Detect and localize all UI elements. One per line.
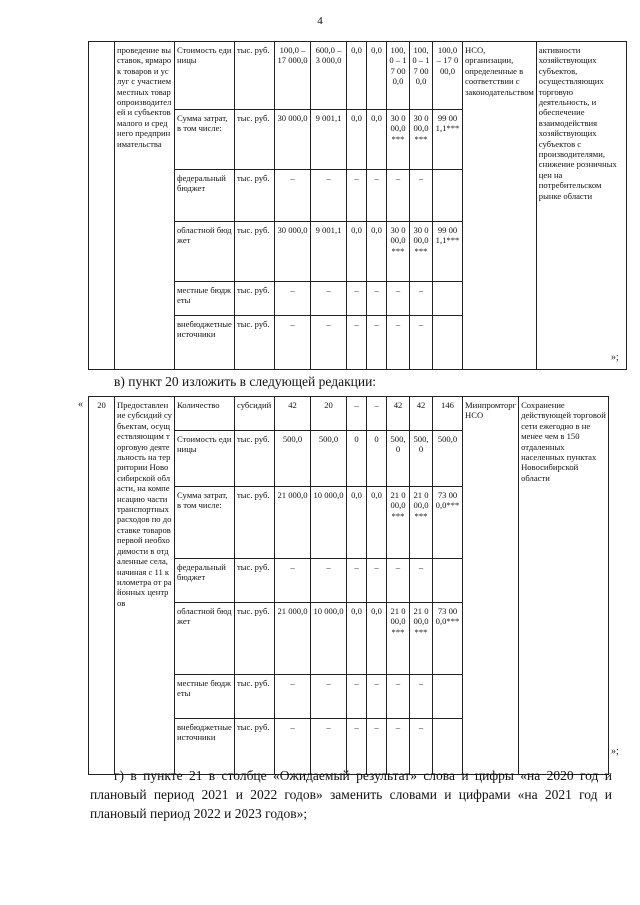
value-cell-4: – [367, 282, 387, 316]
closing-quote-2: »; [611, 746, 619, 757]
value-cell-6: 21 000,0*** [410, 487, 433, 559]
indicator-label-cell: местные бюджеты [175, 675, 235, 719]
indicator-label-cell: областной бюджет [175, 222, 235, 282]
value-cell-6: 42 [410, 397, 433, 431]
value-cell-2: 20 [311, 397, 347, 431]
value-cell-3: – [347, 316, 367, 370]
value-cell-2: 10 000,0 [311, 487, 347, 559]
value-cell-2: – [311, 719, 347, 775]
executor-cell: Минпромторг НСО [463, 397, 519, 775]
value-total-cell: 99 001,1*** [433, 222, 463, 282]
value-cell-2: 9 001,1 [311, 222, 347, 282]
value-cell-2: – [311, 316, 347, 370]
table-row [89, 397, 609, 431]
value-cell-5: – [387, 675, 410, 719]
value-total-cell: 73 000,0*** [433, 487, 463, 559]
value-cell-4: 0,0 [367, 603, 387, 675]
value-cell-3: – [347, 282, 367, 316]
value-cell-1: 21 000,0 [275, 603, 311, 675]
value-cell-1: 21 000,0 [275, 487, 311, 559]
value-cell-3: 0,0 [347, 603, 367, 675]
page-number: 4 [317, 15, 323, 27]
program-table-continuation [88, 41, 627, 370]
value-cell-5: – [387, 559, 410, 603]
value-cell-5: 21 000,0*** [387, 603, 410, 675]
value-cell-3: – [347, 170, 367, 222]
value-cell-5: 100,0 – 17 000,0 [387, 42, 410, 110]
unit-cell: тыс. руб. [235, 675, 275, 719]
value-cell-4: 0,0 [367, 487, 387, 559]
value-cell-6: – [410, 170, 433, 222]
value-total-cell: 500,0 [433, 431, 463, 487]
value-cell-1: 500,0 [275, 431, 311, 487]
value-cell-6: – [410, 719, 433, 775]
value-cell-4: 0 [367, 431, 387, 487]
value-cell-4: 0,0 [367, 222, 387, 282]
value-cell-4: – [367, 719, 387, 775]
value-total-cell: 146 [433, 397, 463, 431]
unit-cell: субсидий [235, 397, 275, 431]
value-cell-1: 100,0 – 17 000,0 [275, 42, 311, 110]
value-cell-4: – [367, 170, 387, 222]
value-cell-3: 0,0 [347, 42, 367, 110]
value-cell-3: – [347, 559, 367, 603]
program-table-item-20 [88, 396, 609, 775]
unit-cell: тыс. руб. [235, 431, 275, 487]
item-number-cell: 20 [89, 397, 115, 775]
indicator-label-cell: Сумма затрат, в том числе: [175, 487, 235, 559]
indicator-label-cell: Сумма затрат, в том числе: [175, 110, 235, 170]
value-cell-3: 0,0 [347, 487, 367, 559]
value-cell-5: 500,0 [387, 431, 410, 487]
unit-cell: тыс. руб. [235, 487, 275, 559]
value-cell-4: 0,0 [367, 42, 387, 110]
indicator-label-cell: Количество [175, 397, 235, 431]
value-cell-1: – [275, 719, 311, 775]
value-cell-5: 21 000,0*** [387, 487, 410, 559]
value-cell-2: – [311, 282, 347, 316]
value-cell-6: – [410, 675, 433, 719]
value-cell-1: 30 000,0 [275, 110, 311, 170]
value-cell-3: – [347, 397, 367, 431]
value-cell-2: – [311, 675, 347, 719]
unit-cell: тыс. руб. [235, 316, 275, 370]
value-cell-5: – [387, 719, 410, 775]
indicator-label-cell: областной бюджет [175, 603, 235, 675]
indicator-label-cell: Стоимость единицы [175, 42, 235, 110]
result-cell: активности хозяйствующих субъектов, осуществляющих торговую деятельность, и обеспечение взаимодействия хозяйствующих субъектов с производителями, снижение розничных цен на потребительском рынке области [536, 42, 626, 370]
value-cell-5: 42 [387, 397, 410, 431]
unit-cell: тыс. руб. [235, 282, 275, 316]
value-cell-5: – [387, 282, 410, 316]
value-cell-5: 30 000,0*** [387, 110, 410, 170]
value-cell-1: – [275, 170, 311, 222]
unit-cell: тыс. руб. [235, 222, 275, 282]
table2-body [89, 397, 609, 775]
value-cell-2: 9 001,1 [311, 110, 347, 170]
value-cell-3: 0,0 [347, 222, 367, 282]
value-total-cell [433, 559, 463, 603]
table-row [89, 42, 627, 110]
unit-cell: тыс. руб. [235, 719, 275, 775]
value-cell-5: – [387, 316, 410, 370]
description-cell: проведение выставок, ярмарок товаров и услуг с участием местных товаропроизводителей и субъектов малого и среднего предпринимательства [115, 42, 175, 370]
unit-cell: тыс. руб. [235, 42, 275, 110]
indicator-label-cell: федеральный бюджет [175, 170, 235, 222]
value-cell-1: 30 000,0 [275, 222, 311, 282]
value-cell-2: 600,0 – 3 000,0 [311, 42, 347, 110]
value-cell-1: – [275, 675, 311, 719]
result-cell: Сохранение действующей торговой сети ежегодно в не менее чем в 150 отдаленных населенных пунктах Новосибирской области [519, 397, 609, 775]
value-cell-4: – [367, 559, 387, 603]
value-cell-6: 30 000,0*** [410, 222, 433, 282]
indicator-label-cell: федеральный бюджет [175, 559, 235, 603]
unit-cell: тыс. руб. [235, 110, 275, 170]
value-total-cell: 100,0 – 17 000,0 [433, 42, 463, 110]
value-cell-3: – [347, 719, 367, 775]
opening-quote: « [78, 399, 83, 410]
value-cell-6: 30 000,0*** [410, 110, 433, 170]
value-cell-1: – [275, 559, 311, 603]
value-cell-2: – [311, 170, 347, 222]
unit-cell: тыс. руб. [235, 603, 275, 675]
value-total-cell [433, 675, 463, 719]
value-cell-5: – [387, 170, 410, 222]
closing-quote-1: »; [611, 352, 619, 363]
description-cell: Предоставление субсидий субъектам, осуществляющим торговую деятельность на территории Новосибирской области, на компенсацию части транспортных расходов по доставке товаров первой необходимости в отдаленные села, начиная с 11 километра от районных центров [115, 397, 175, 775]
table1-body [89, 42, 627, 370]
value-cell-6: 500,0 [410, 431, 433, 487]
unit-cell: тыс. руб. [235, 559, 275, 603]
value-cell-4: – [367, 316, 387, 370]
value-cell-4: – [367, 397, 387, 431]
value-cell-6: – [410, 559, 433, 603]
value-cell-2: – [311, 559, 347, 603]
executor-cell: НСО, организации, определенные в соответствии с законодательством [463, 42, 537, 370]
value-cell-4: – [367, 675, 387, 719]
value-total-cell [433, 282, 463, 316]
value-cell-6: 21 000,0*** [410, 603, 433, 675]
indicator-label-cell: внебюджетные источники [175, 316, 235, 370]
value-cell-6: 100,0 – 17 000,0 [410, 42, 433, 110]
indicator-label-cell: внебюджетные источники [175, 719, 235, 775]
unit-cell: тыс. руб. [235, 170, 275, 222]
value-total-cell: 73 000,0*** [433, 603, 463, 675]
value-cell-3: – [347, 675, 367, 719]
amendment-paragraph: г) в пункте 21 в столбце «Ожидаемый результат» слова и цифры «на 2020 год и плановый период 2021 и 2022 годов» заменить словами и цифрами «на 2021 год и плановый период 2022 и 2023 годов»; [90, 768, 612, 821]
item-number-cell [89, 42, 115, 370]
subheading: в) пункт 20 изложить в следующей редакции: [114, 374, 377, 389]
value-cell-2: 10 000,0 [311, 603, 347, 675]
value-total-cell [433, 170, 463, 222]
indicator-label-cell: местные бюджеты [175, 282, 235, 316]
value-cell-5: 30 000,0*** [387, 222, 410, 282]
value-total-cell: 99 001,1*** [433, 110, 463, 170]
value-cell-1: 42 [275, 397, 311, 431]
value-cell-1: – [275, 316, 311, 370]
value-cell-3: 0 [347, 431, 367, 487]
value-cell-6: – [410, 282, 433, 316]
value-cell-4: 0,0 [367, 110, 387, 170]
value-total-cell [433, 316, 463, 370]
value-cell-6: – [410, 316, 433, 370]
value-cell-1: – [275, 282, 311, 316]
indicator-label-cell: Стоимость единицы [175, 431, 235, 487]
value-cell-3: 0,0 [347, 110, 367, 170]
value-cell-2: 500,0 [311, 431, 347, 487]
